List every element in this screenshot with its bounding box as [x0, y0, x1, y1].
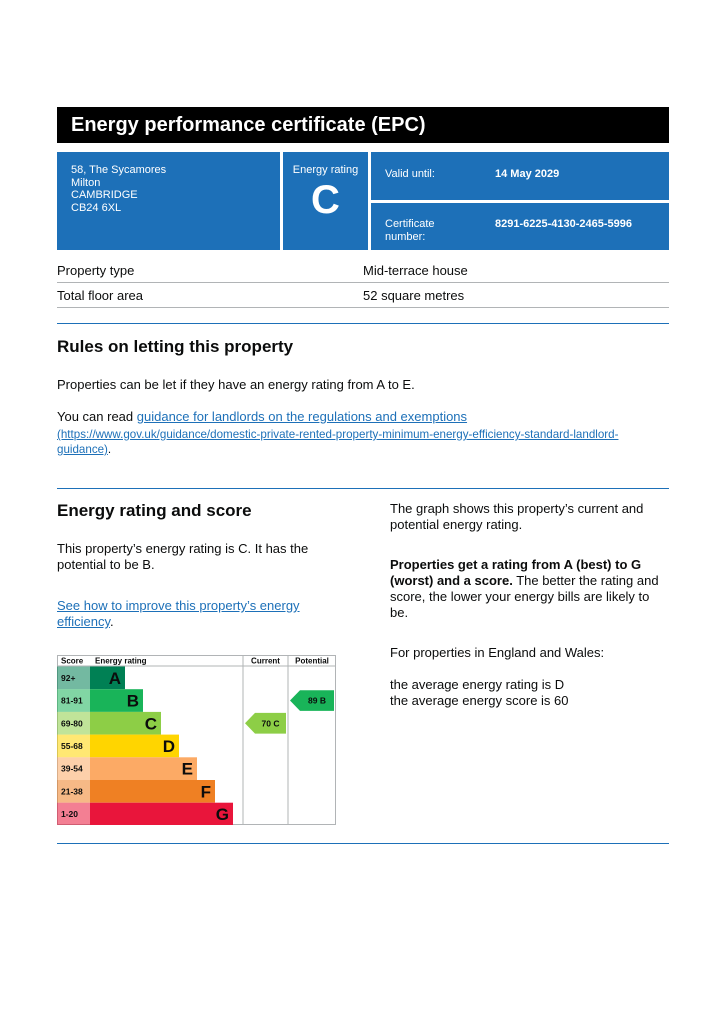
certificate-label: [385, 218, 435, 244]
rating-explanation-line: score, the lower your energy bills are likely to: [390, 589, 650, 604]
band-score-label: 69-80: [61, 718, 83, 729]
guidance-prefix: You can read: [57, 409, 137, 424]
score-text-line: This property’s energy rating is C. It has the: [57, 541, 309, 556]
energy-rating-graph: [57, 655, 336, 825]
band-score-label: 39-54: [61, 763, 83, 774]
score-text-line: potential to be B.: [57, 557, 155, 572]
guidance-url[interactable]: [57, 427, 669, 457]
section-divider: [57, 488, 669, 489]
section-divider: [57, 323, 669, 324]
graph-description-line: The graph shows this property’s current and: [390, 501, 644, 516]
potential-rating-label: 89 B: [308, 695, 326, 706]
band-bar-f: [90, 780, 215, 803]
band-score-label: 92+: [61, 672, 76, 683]
rating-explanation: [390, 557, 659, 621]
guidance-url-line[interactable]: guidance): [57, 443, 108, 456]
potential-column-header: Potential: [295, 656, 329, 666]
property-type-row: [57, 258, 669, 283]
address-line: Milton: [71, 176, 101, 189]
floor-area-value: 52 square metres: [363, 288, 465, 303]
improve-suffix: .: [110, 614, 114, 629]
improve-link-line[interactable]: efficiency: [57, 614, 110, 629]
score-column-header: Score: [61, 656, 84, 666]
letting-heading: Rules on letting this property: [57, 337, 294, 356]
page-title: Energy performance certificate (EPC): [57, 107, 669, 143]
rating-explanation-bold: Properties get a rating from A (best) to G: [390, 557, 642, 572]
graph-description-line: potential energy rating.: [390, 517, 523, 532]
rating-explanation-line: be.: [390, 605, 409, 620]
score-text: [57, 541, 308, 573]
band-letter: D: [162, 736, 175, 756]
certificate-label-line: number:: [385, 231, 426, 243]
band-score-label: 1-20: [61, 809, 79, 820]
property-type-label: Property type: [57, 263, 135, 278]
energy-rating-letter: C: [311, 178, 340, 222]
guidance-url-line[interactable]: (https://www.gov.uk/guidance/domestic-private-rented-property-minimum-energy-efficiency-standard-landlord-: [57, 428, 619, 441]
valid-until-value: 14 May 2029: [495, 168, 560, 180]
averages: [390, 677, 569, 709]
average-score: the average energy score is 60: [390, 693, 569, 708]
band-score-label: 21-38: [61, 786, 83, 797]
graph-description: [390, 501, 643, 533]
band-letter: A: [108, 668, 121, 688]
improve-efficiency[interactable]: [57, 598, 300, 630]
property-type-value: Mid-terrace house: [363, 263, 468, 278]
band-letter: G: [215, 805, 229, 825]
rating-column-header: Energy rating: [95, 656, 147, 666]
energy-rating-chart: [57, 655, 336, 825]
address-line: CB24 6XL: [71, 201, 122, 214]
certificate-label-line: Certificate: [385, 218, 435, 230]
rating-explanation-line: The better the rating and: [512, 573, 659, 588]
certificate-number: 8291-6225-4130-2465-5996: [495, 218, 633, 230]
certificate-panel: [371, 203, 669, 250]
section-divider: [57, 843, 669, 844]
band-letter: C: [144, 714, 157, 734]
rating-explanation-bold: (worst) and a score.: [390, 573, 513, 588]
average-rating: the average energy rating is D: [390, 677, 565, 692]
score-heading: Energy rating and score: [57, 501, 252, 520]
current-column-header: Current: [251, 656, 280, 666]
england-wales-text: For properties in England and Wales:: [390, 645, 605, 660]
address-panel: [57, 152, 280, 250]
band-letter: E: [181, 759, 193, 779]
address-line: CAMBRIDGE: [71, 189, 138, 201]
band-score-label: 81-91: [61, 695, 83, 706]
address-line: 58, The Sycamores: [71, 164, 167, 176]
letting-text: Properties can be let if they have an energy rating from A to E.: [57, 377, 415, 392]
valid-until-label: Valid until:: [385, 168, 435, 180]
improve-link-line[interactable]: See how to improve this property’s energy: [57, 598, 300, 613]
guidance-link[interactable]: guidance for landlords on the regulations and exemptions: [136, 409, 468, 424]
floor-area-label: Total floor area: [57, 288, 143, 303]
guidance-suffix: .: [107, 443, 112, 456]
letting-guidance: [57, 409, 669, 425]
band-score-label: 55-68: [61, 740, 83, 751]
valid-until-panel: [371, 152, 669, 200]
energy-rating-label: Energy rating: [292, 164, 359, 176]
current-rating-label: 70 C: [261, 718, 280, 729]
band-bar-g: [90, 803, 233, 825]
energy-rating-panel: [283, 152, 368, 250]
band-letter: B: [126, 691, 139, 711]
floor-area-row: [57, 283, 669, 308]
band-letter: F: [200, 782, 211, 802]
